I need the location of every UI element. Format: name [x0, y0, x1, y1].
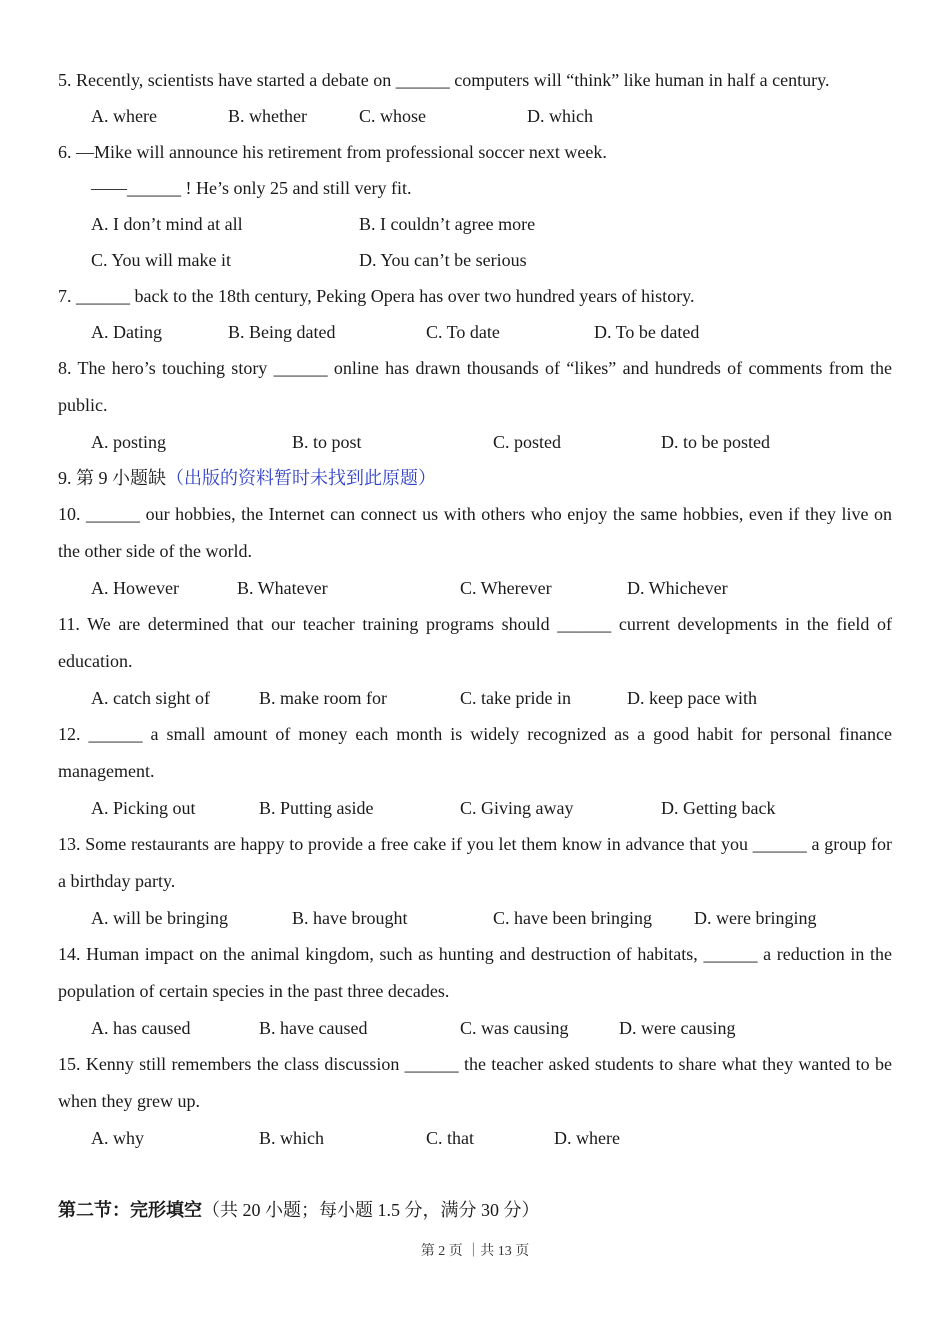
question-9-text: 9. 第 9 小题缺 — [58, 468, 166, 488]
option-c[interactable]: C. have been bringing — [493, 908, 652, 928]
option-d[interactable]: D. were bringing — [694, 908, 817, 928]
option-d[interactable]: D. You can’t be serious — [359, 250, 527, 270]
section-title: 第二节：完形填空 — [58, 1200, 202, 1220]
option-a[interactable]: A. Dating — [91, 322, 162, 342]
option-a[interactable]: A. catch sight of — [91, 688, 210, 708]
option-b[interactable]: B. Putting aside — [259, 798, 374, 818]
option-b[interactable]: B. which — [259, 1128, 324, 1148]
question-6-stem: 6. —Mike will announce his retirement from professional soccer next week. — [58, 142, 607, 162]
question-13-stem: 13. Some restaurants are happy to provide a free cake if you let them know in advance that you ______ a group for a birthday party. — [58, 834, 892, 891]
question-10-stem: 10. ______ our hobbies, the Internet can connect us with others who enjoy the same hobbies, even if they live on the other side of the world. — [58, 504, 892, 561]
option-c[interactable]: C. Wherever — [460, 578, 552, 598]
question-8-stem: 8. The hero’s touching story ______ online has drawn thousands of “likes” and hundreds of comments from the public. — [58, 358, 892, 415]
question-15-options — [58, 1120, 892, 1156]
question-6-options-row2 — [58, 242, 892, 278]
option-d[interactable]: D. keep pace with — [627, 688, 757, 708]
page-footer: 第 2 页 ｜共 13 页 — [420, 1244, 530, 1259]
option-c[interactable]: C. whose — [359, 106, 426, 126]
option-c[interactable]: C. You will make it — [91, 250, 232, 270]
option-c[interactable]: C. posted — [493, 432, 562, 452]
option-d[interactable]: D. Getting back — [661, 798, 776, 818]
question-6-options-row1 — [58, 206, 892, 242]
option-b[interactable]: B. Whatever — [237, 578, 328, 598]
option-b[interactable]: B. make room for — [259, 688, 387, 708]
option-b[interactable]: B. to post — [292, 432, 362, 452]
option-a[interactable]: A. However — [91, 578, 179, 598]
question-13-options — [58, 900, 892, 936]
option-c[interactable]: C. that — [426, 1128, 474, 1148]
option-a[interactable]: A. Picking out — [91, 798, 196, 818]
option-c[interactable]: C. Giving away — [460, 798, 574, 818]
option-b[interactable]: B. have brought — [292, 908, 408, 928]
option-b[interactable]: B. I couldn’t agree more — [359, 214, 536, 234]
option-a[interactable]: A. where — [91, 106, 157, 126]
option-c[interactable]: C. To date — [426, 322, 500, 342]
option-d[interactable]: D. to be posted — [661, 432, 770, 452]
option-c[interactable]: C. take pride in — [460, 688, 571, 708]
question-5-options — [58, 98, 892, 134]
question-9-stem — [58, 460, 892, 496]
option-a[interactable]: A. will be bringing — [91, 908, 228, 928]
option-a[interactable]: A. has caused — [91, 1018, 191, 1038]
question-10-options — [58, 570, 892, 606]
option-a[interactable]: A. why — [91, 1128, 144, 1148]
section-detail: （共 20 小题；每小题 1.5 分，满分 30 分） — [202, 1200, 540, 1220]
option-b[interactable]: B. Being dated — [228, 322, 336, 342]
question-11-options — [58, 680, 892, 716]
option-a[interactable]: A. posting — [91, 432, 167, 452]
question-12-options — [58, 790, 892, 826]
question-14-options — [58, 1010, 892, 1046]
option-d[interactable]: D. To be dated — [594, 322, 700, 342]
missing-question-note: （出版的资料暂时未找到此原题） — [166, 468, 436, 488]
option-b[interactable]: B. whether — [228, 106, 307, 126]
option-b[interactable]: B. have caused — [259, 1018, 368, 1038]
question-11-stem: 11. We are determined that our teacher training programs should ______ current developments in the field of education. — [58, 614, 892, 671]
option-c[interactable]: C. was causing — [460, 1018, 569, 1038]
question-15-stem: 15. Kenny still remembers the class discussion ______ the teacher asked students to share what they wanted to be when they grew up. — [58, 1054, 892, 1111]
option-d[interactable]: D. Whichever — [627, 578, 728, 598]
question-6-reply: ——______ ! He’s only 25 and still very fit. — [91, 178, 412, 198]
section-heading — [58, 1192, 892, 1228]
question-12-stem: 12. ______ a small amount of money each month is widely recognized as a good habit for personal finance management. — [58, 724, 892, 781]
option-d[interactable]: D. were causing — [619, 1018, 736, 1038]
question-5-stem: 5. Recently, scientists have started a debate on ______ computers will “think” like human in half a century. — [58, 70, 830, 90]
question-14-stem: 14. Human impact on the animal kingdom, such as hunting and destruction of habitats, ______ a reduction in the population of certain species in the past three decades. — [58, 944, 892, 1001]
question-7-options — [58, 314, 892, 350]
question-7-stem: 7. ______ back to the 18th century, Peking Opera has over two hundred years of history. — [58, 286, 695, 306]
option-a[interactable]: A. I don’t mind at all — [91, 214, 243, 234]
question-8-options — [58, 424, 892, 460]
option-d[interactable]: D. where — [554, 1128, 620, 1148]
exam-page — [58, 62, 892, 1228]
option-d[interactable]: D. which — [527, 106, 593, 126]
